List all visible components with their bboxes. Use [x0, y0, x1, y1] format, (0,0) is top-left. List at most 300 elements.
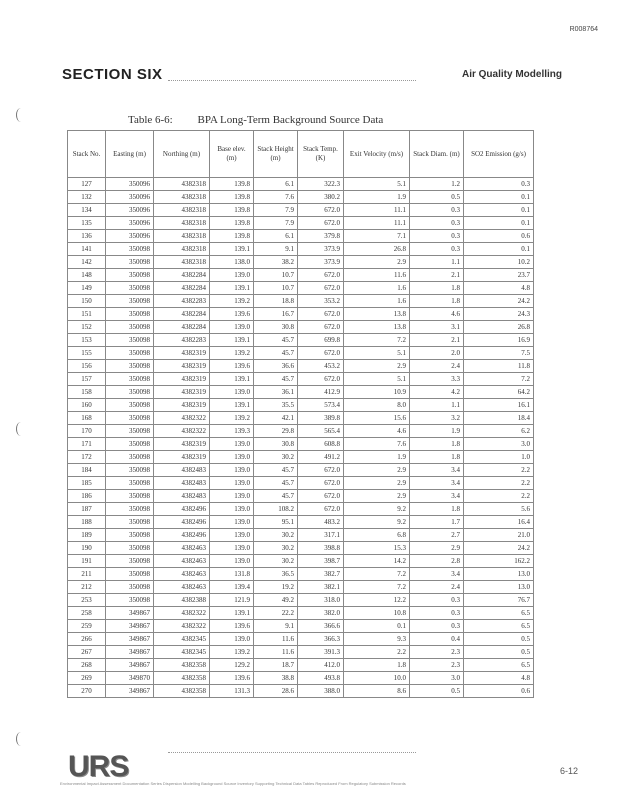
table-cell: 317.1	[298, 529, 344, 542]
table-cell: 4382345	[154, 646, 210, 659]
table-cell: 350096	[106, 191, 154, 204]
table-cell: 150	[68, 295, 106, 308]
table-cell: 6.8	[344, 529, 410, 542]
table-cell: 30.2	[254, 529, 298, 542]
table-cell: 7.2	[344, 568, 410, 581]
table-cell: 4382496	[154, 503, 210, 516]
table-cell: 139.0	[210, 542, 254, 555]
table-cell: 573.4	[298, 399, 344, 412]
table-row	[68, 334, 534, 347]
table-cell: 349867	[106, 685, 154, 698]
table-cell: 139.1	[210, 373, 254, 386]
table-cell: 7.2	[344, 334, 410, 347]
table-cell: 2.9	[344, 477, 410, 490]
table-cell: 6.1	[254, 230, 298, 243]
table-cell: 388.0	[298, 685, 344, 698]
table-cell: 398.7	[298, 555, 344, 568]
table-cell: 4382463	[154, 581, 210, 594]
table-cell: 4382318	[154, 191, 210, 204]
table-cell: 13.8	[344, 321, 410, 334]
table-cell: 350098	[106, 425, 154, 438]
table-cell: 11.1	[344, 204, 410, 217]
table-cell: 453.2	[298, 360, 344, 373]
table-cell: 139.8	[210, 178, 254, 191]
table-cell: 349867	[106, 607, 154, 620]
table-cell: 191	[68, 555, 106, 568]
table-cell: 0.6	[464, 685, 534, 698]
table-cell: 349867	[106, 633, 154, 646]
table-cell: 127	[68, 178, 106, 191]
table-cell: 4382283	[154, 295, 210, 308]
table-cell: 4382319	[154, 386, 210, 399]
table-cell: 23.7	[464, 269, 534, 282]
page-number: 6-12	[559, 766, 578, 776]
table-cell: 565.4	[298, 425, 344, 438]
table-cell: 4382322	[154, 607, 210, 620]
table-cell: 10.7	[254, 282, 298, 295]
document-id: R008764	[569, 26, 598, 33]
table-cell: 350098	[106, 555, 154, 568]
table-cell: 493.8	[298, 672, 344, 685]
column-header: Stack Temp. (K)	[298, 131, 344, 178]
table-row	[68, 243, 534, 256]
table-cell: 3.3	[410, 373, 464, 386]
table-cell: 153	[68, 334, 106, 347]
table-cell: 132	[68, 191, 106, 204]
table-header-row	[68, 131, 534, 178]
table-cell: 30.8	[254, 321, 298, 334]
table-cell: 350096	[106, 217, 154, 230]
table-cell: 16.7	[254, 308, 298, 321]
table-cell: 170	[68, 425, 106, 438]
punch-hole-mark	[16, 422, 26, 436]
table-cell: 4382283	[154, 334, 210, 347]
table-cell: 672.0	[298, 204, 344, 217]
table-cell: 350098	[106, 477, 154, 490]
table-cell: 171	[68, 438, 106, 451]
table-cell: 188	[68, 516, 106, 529]
table-cell: 139.8	[210, 204, 254, 217]
table-cell: 350098	[106, 516, 154, 529]
table-cell: 350096	[106, 178, 154, 191]
table-cell: 29.8	[254, 425, 298, 438]
table-cell: 4382318	[154, 256, 210, 269]
table-cell: 4.2	[410, 386, 464, 399]
table-cell: 121.9	[210, 594, 254, 607]
table-cell: 672.0	[298, 269, 344, 282]
table-cell: 483.2	[298, 516, 344, 529]
table-cell: 7.5	[464, 347, 534, 360]
table-cell: 1.8	[410, 503, 464, 516]
table-cell: 4382284	[154, 321, 210, 334]
table-cell: 1.6	[344, 282, 410, 295]
table-row	[68, 269, 534, 282]
table-cell: 139.6	[210, 308, 254, 321]
table-cell: 350098	[106, 529, 154, 542]
table-cell: 211	[68, 568, 106, 581]
table-cell: 322.3	[298, 178, 344, 191]
table-cell: 267	[68, 646, 106, 659]
table-cell: 11.1	[344, 217, 410, 230]
table-cell: 672.0	[298, 373, 344, 386]
table-cell: 3.0	[464, 438, 534, 451]
table-cell: 139.0	[210, 269, 254, 282]
table-cell: 4382318	[154, 230, 210, 243]
table-cell: 139.1	[210, 607, 254, 620]
table-cell: 350098	[106, 412, 154, 425]
table-cell: 0.3	[410, 204, 464, 217]
table-cell: 131.3	[210, 685, 254, 698]
table-cell: 350098	[106, 295, 154, 308]
table-cell: 4382319	[154, 360, 210, 373]
table-cell: 366.6	[298, 620, 344, 633]
table-cell: 95.1	[254, 516, 298, 529]
table-cell: 1.8	[410, 451, 464, 464]
table-cell: 1.8	[344, 659, 410, 672]
table-cell: 24.2	[464, 295, 534, 308]
table-cell: 139.2	[210, 646, 254, 659]
table-cell: 19.2	[254, 581, 298, 594]
urs-logo: URS	[68, 750, 129, 783]
table-cell: 350098	[106, 321, 154, 334]
table-cell: 13.0	[464, 581, 534, 594]
table-cell: 0.3	[410, 230, 464, 243]
table-cell: 2.3	[410, 659, 464, 672]
table-cell: 11.6	[254, 633, 298, 646]
table-cell: 4.8	[464, 672, 534, 685]
table-row	[68, 568, 534, 581]
table-cell: 672.0	[298, 308, 344, 321]
table-cell: 350098	[106, 399, 154, 412]
table-cell: 1.2	[410, 178, 464, 191]
table-row	[68, 308, 534, 321]
table-cell: 672.0	[298, 503, 344, 516]
table-cell: 4382358	[154, 659, 210, 672]
table-cell: 0.5	[410, 191, 464, 204]
table-cell: 412.0	[298, 659, 344, 672]
table-cell: 139.0	[210, 321, 254, 334]
table-cell: 162.2	[464, 555, 534, 568]
column-header: Base elev. (m)	[210, 131, 254, 178]
table-cell: 366.3	[298, 633, 344, 646]
column-header: Easting (m)	[106, 131, 154, 178]
table-cell: 139.8	[210, 191, 254, 204]
table-cell: 139.0	[210, 503, 254, 516]
table-cell: 1.1	[410, 399, 464, 412]
table-cell: 2.2	[464, 490, 534, 503]
table-cell: 382.0	[298, 607, 344, 620]
table-cell: 269	[68, 672, 106, 685]
table-cell: 4382284	[154, 269, 210, 282]
table-cell: 4382319	[154, 347, 210, 360]
table-cell: 30.2	[254, 451, 298, 464]
table-cell: 139.0	[210, 529, 254, 542]
table-cell: 21.0	[464, 529, 534, 542]
table-cell: 0.5	[410, 685, 464, 698]
table-cell: 2.7	[410, 529, 464, 542]
punch-hole-mark	[16, 108, 26, 122]
table-cell: 391.3	[298, 646, 344, 659]
table-cell: 2.4	[410, 360, 464, 373]
table-cell: 3.1	[410, 321, 464, 334]
table-cell: 139.1	[210, 399, 254, 412]
table-cell: 26.8	[464, 321, 534, 334]
table-row	[68, 542, 534, 555]
table-cell: 3.4	[410, 477, 464, 490]
table-cell: 0.3	[410, 243, 464, 256]
table-row	[68, 386, 534, 399]
table-cell: 139.1	[210, 334, 254, 347]
table-cell: 4382463	[154, 568, 210, 581]
table-cell: 6.1	[254, 178, 298, 191]
table-cell: 350098	[106, 438, 154, 451]
table-cell: 2.9	[344, 360, 410, 373]
table-cell: 350096	[106, 204, 154, 217]
table-cell: 139.0	[210, 451, 254, 464]
table-cell: 7.6	[344, 438, 410, 451]
table-cell: 379.8	[298, 230, 344, 243]
table-cell: 15.6	[344, 412, 410, 425]
table-cell: 0.5	[464, 633, 534, 646]
table-cell: 350098	[106, 581, 154, 594]
table-cell: 139.6	[210, 672, 254, 685]
table-cell: 64.2	[464, 386, 534, 399]
table-cell: 139.3	[210, 425, 254, 438]
table-cell: 2.2	[464, 477, 534, 490]
table-cell: 2.1	[410, 334, 464, 347]
table-cell: 672.0	[298, 464, 344, 477]
table-cell: 672.0	[298, 217, 344, 230]
table-cell: 4382483	[154, 464, 210, 477]
table-cell: 9.2	[344, 516, 410, 529]
table-cell: 0.4	[410, 633, 464, 646]
table-cell: 350098	[106, 503, 154, 516]
table-cell: 76.7	[464, 594, 534, 607]
table-cell: 4382319	[154, 438, 210, 451]
table-cell: 139.6	[210, 620, 254, 633]
table-cell: 2.1	[410, 269, 464, 282]
table-cell: 3.2	[410, 412, 464, 425]
table-cell: 350098	[106, 568, 154, 581]
table-cell: 134	[68, 204, 106, 217]
header-subtitle: Air Quality Modelling	[461, 69, 562, 80]
table-row	[68, 282, 534, 295]
table-cell: 4382318	[154, 204, 210, 217]
table-cell: 190	[68, 542, 106, 555]
table-row	[68, 321, 534, 334]
table-cell: 350098	[106, 243, 154, 256]
table-cell: 350098	[106, 542, 154, 555]
table-cell: 672.0	[298, 490, 344, 503]
table-cell: 1.1	[410, 256, 464, 269]
table-cell: 168	[68, 412, 106, 425]
table-cell: 184	[68, 464, 106, 477]
table-cell: 389.8	[298, 412, 344, 425]
table-cell: 350098	[106, 360, 154, 373]
table-cell: 350096	[106, 230, 154, 243]
table-cell: 266	[68, 633, 106, 646]
table-cell: 4382483	[154, 477, 210, 490]
table-cell: 6.5	[464, 607, 534, 620]
table-cell: 398.8	[298, 542, 344, 555]
table-cell: 4382496	[154, 529, 210, 542]
table-cell: 350098	[106, 282, 154, 295]
column-header: Exit Velocity (m/s)	[344, 131, 410, 178]
table-cell: 349867	[106, 659, 154, 672]
table-cell: 16.1	[464, 399, 534, 412]
table-cell: 139.0	[210, 516, 254, 529]
table-cell: 139.1	[210, 282, 254, 295]
table-cell: 672.0	[298, 321, 344, 334]
table-cell: 491.2	[298, 451, 344, 464]
table-cell: 2.9	[344, 464, 410, 477]
table-row	[68, 204, 534, 217]
table-cell: 1.6	[344, 295, 410, 308]
table-row	[68, 347, 534, 360]
table-cell: 5.1	[344, 373, 410, 386]
punch-hole-mark	[16, 732, 26, 746]
table-cell: 45.7	[254, 464, 298, 477]
table-cell: 2.8	[410, 555, 464, 568]
table-cell: 270	[68, 685, 106, 698]
table-cell: 4382319	[154, 373, 210, 386]
table-cell: 139.0	[210, 438, 254, 451]
table-cell: 0.5	[464, 646, 534, 659]
table-row	[68, 685, 534, 698]
table-cell: 172	[68, 451, 106, 464]
table-row	[68, 594, 534, 607]
table-cell: 1.9	[344, 451, 410, 464]
table-cell: 139.0	[210, 633, 254, 646]
table-cell: 4.6	[344, 425, 410, 438]
table-row	[68, 230, 534, 243]
table-cell: 36.5	[254, 568, 298, 581]
table-cell: 3.0	[410, 672, 464, 685]
header-divider	[168, 80, 416, 81]
table-cell: 38.2	[254, 256, 298, 269]
table-cell: 350098	[106, 269, 154, 282]
table-row	[68, 438, 534, 451]
table-cell: 0.1	[464, 191, 534, 204]
table-cell: 11.8	[464, 360, 534, 373]
table-row	[68, 464, 534, 477]
table-cell: 139.8	[210, 217, 254, 230]
table-cell: 259	[68, 620, 106, 633]
table-row	[68, 516, 534, 529]
table-cell: 138.0	[210, 256, 254, 269]
table-cell: 0.1	[464, 204, 534, 217]
table-cell: 1.0	[464, 451, 534, 464]
table-cell: 0.3	[410, 217, 464, 230]
table-cell: 4382358	[154, 672, 210, 685]
table-cell: 7.9	[254, 204, 298, 217]
table-cell: 139.2	[210, 295, 254, 308]
table-cell: 139.0	[210, 490, 254, 503]
table-cell: 45.7	[254, 334, 298, 347]
background-source-table	[67, 130, 534, 698]
table-cell: 2.9	[344, 490, 410, 503]
table-cell: 139.2	[210, 347, 254, 360]
table-cell: 4382284	[154, 282, 210, 295]
table-cell: 45.7	[254, 490, 298, 503]
table-cell: 30.2	[254, 555, 298, 568]
table-cell: 18.4	[464, 412, 534, 425]
table-cell: 129.2	[210, 659, 254, 672]
table-cell: 18.8	[254, 295, 298, 308]
table-cell: 672.0	[298, 477, 344, 490]
table-row	[68, 451, 534, 464]
table-cell: 6.5	[464, 659, 534, 672]
table-row	[68, 672, 534, 685]
table-cell: 10.2	[464, 256, 534, 269]
table-cell: 672.0	[298, 282, 344, 295]
table-cell: 350098	[106, 451, 154, 464]
table-cell: 0.1	[344, 620, 410, 633]
table-cell: 11.6	[344, 269, 410, 282]
table-cell: 4382358	[154, 685, 210, 698]
table-cell: 268	[68, 659, 106, 672]
table-row	[68, 607, 534, 620]
table-cell: 4382322	[154, 620, 210, 633]
table-cell: 7.9	[254, 217, 298, 230]
footer-note: Environmental Impact Assessment Documentation Series Dispersion Modelling Background Source Inventory Supporting Technical Data Tables Reproduced From Regulatory Submission Records	[60, 781, 406, 786]
table-cell: 4382345	[154, 633, 210, 646]
table-cell: 9.1	[254, 243, 298, 256]
column-header: Stack Height (m)	[254, 131, 298, 178]
table-cell: 699.8	[298, 334, 344, 347]
table-cell: 49.2	[254, 594, 298, 607]
table-cell: 14.2	[344, 555, 410, 568]
table-cell: 6.5	[464, 620, 534, 633]
table-cell: 152	[68, 321, 106, 334]
table-cell: 28.6	[254, 685, 298, 698]
table-cell: 185	[68, 477, 106, 490]
table-cell: 350098	[106, 490, 154, 503]
column-header: Stack No.	[68, 131, 106, 178]
table-cell: 7.1	[344, 230, 410, 243]
table-row	[68, 503, 534, 516]
table-cell: 26.8	[344, 243, 410, 256]
table-cell: 2.9	[344, 256, 410, 269]
table-cell: 382.7	[298, 568, 344, 581]
table-cell: 350098	[106, 373, 154, 386]
table-cell: 45.7	[254, 347, 298, 360]
table-cell: 2.9	[410, 542, 464, 555]
table-cell: 0.1	[464, 243, 534, 256]
table-caption-number: Table 6-6:	[128, 114, 173, 126]
table-cell: 16.9	[464, 334, 534, 347]
table-cell: 3.4	[410, 464, 464, 477]
table-cell: 258	[68, 607, 106, 620]
column-header: SO2 Emission (g/s)	[464, 131, 534, 178]
table-cell: 10.8	[344, 607, 410, 620]
table-cell: 0.3	[410, 620, 464, 633]
table-cell: 382.1	[298, 581, 344, 594]
table-cell: 4382388	[154, 594, 210, 607]
table-cell: 350098	[106, 347, 154, 360]
table-cell: 189	[68, 529, 106, 542]
table-cell: 160	[68, 399, 106, 412]
table-cell: 148	[68, 269, 106, 282]
table-caption	[128, 114, 383, 126]
table-cell: 16.4	[464, 516, 534, 529]
table-cell: 318.0	[298, 594, 344, 607]
table-row	[68, 633, 534, 646]
table-cell: 8.6	[344, 685, 410, 698]
table-cell: 10.7	[254, 269, 298, 282]
table-cell: 156	[68, 360, 106, 373]
table-cell: 5.6	[464, 503, 534, 516]
